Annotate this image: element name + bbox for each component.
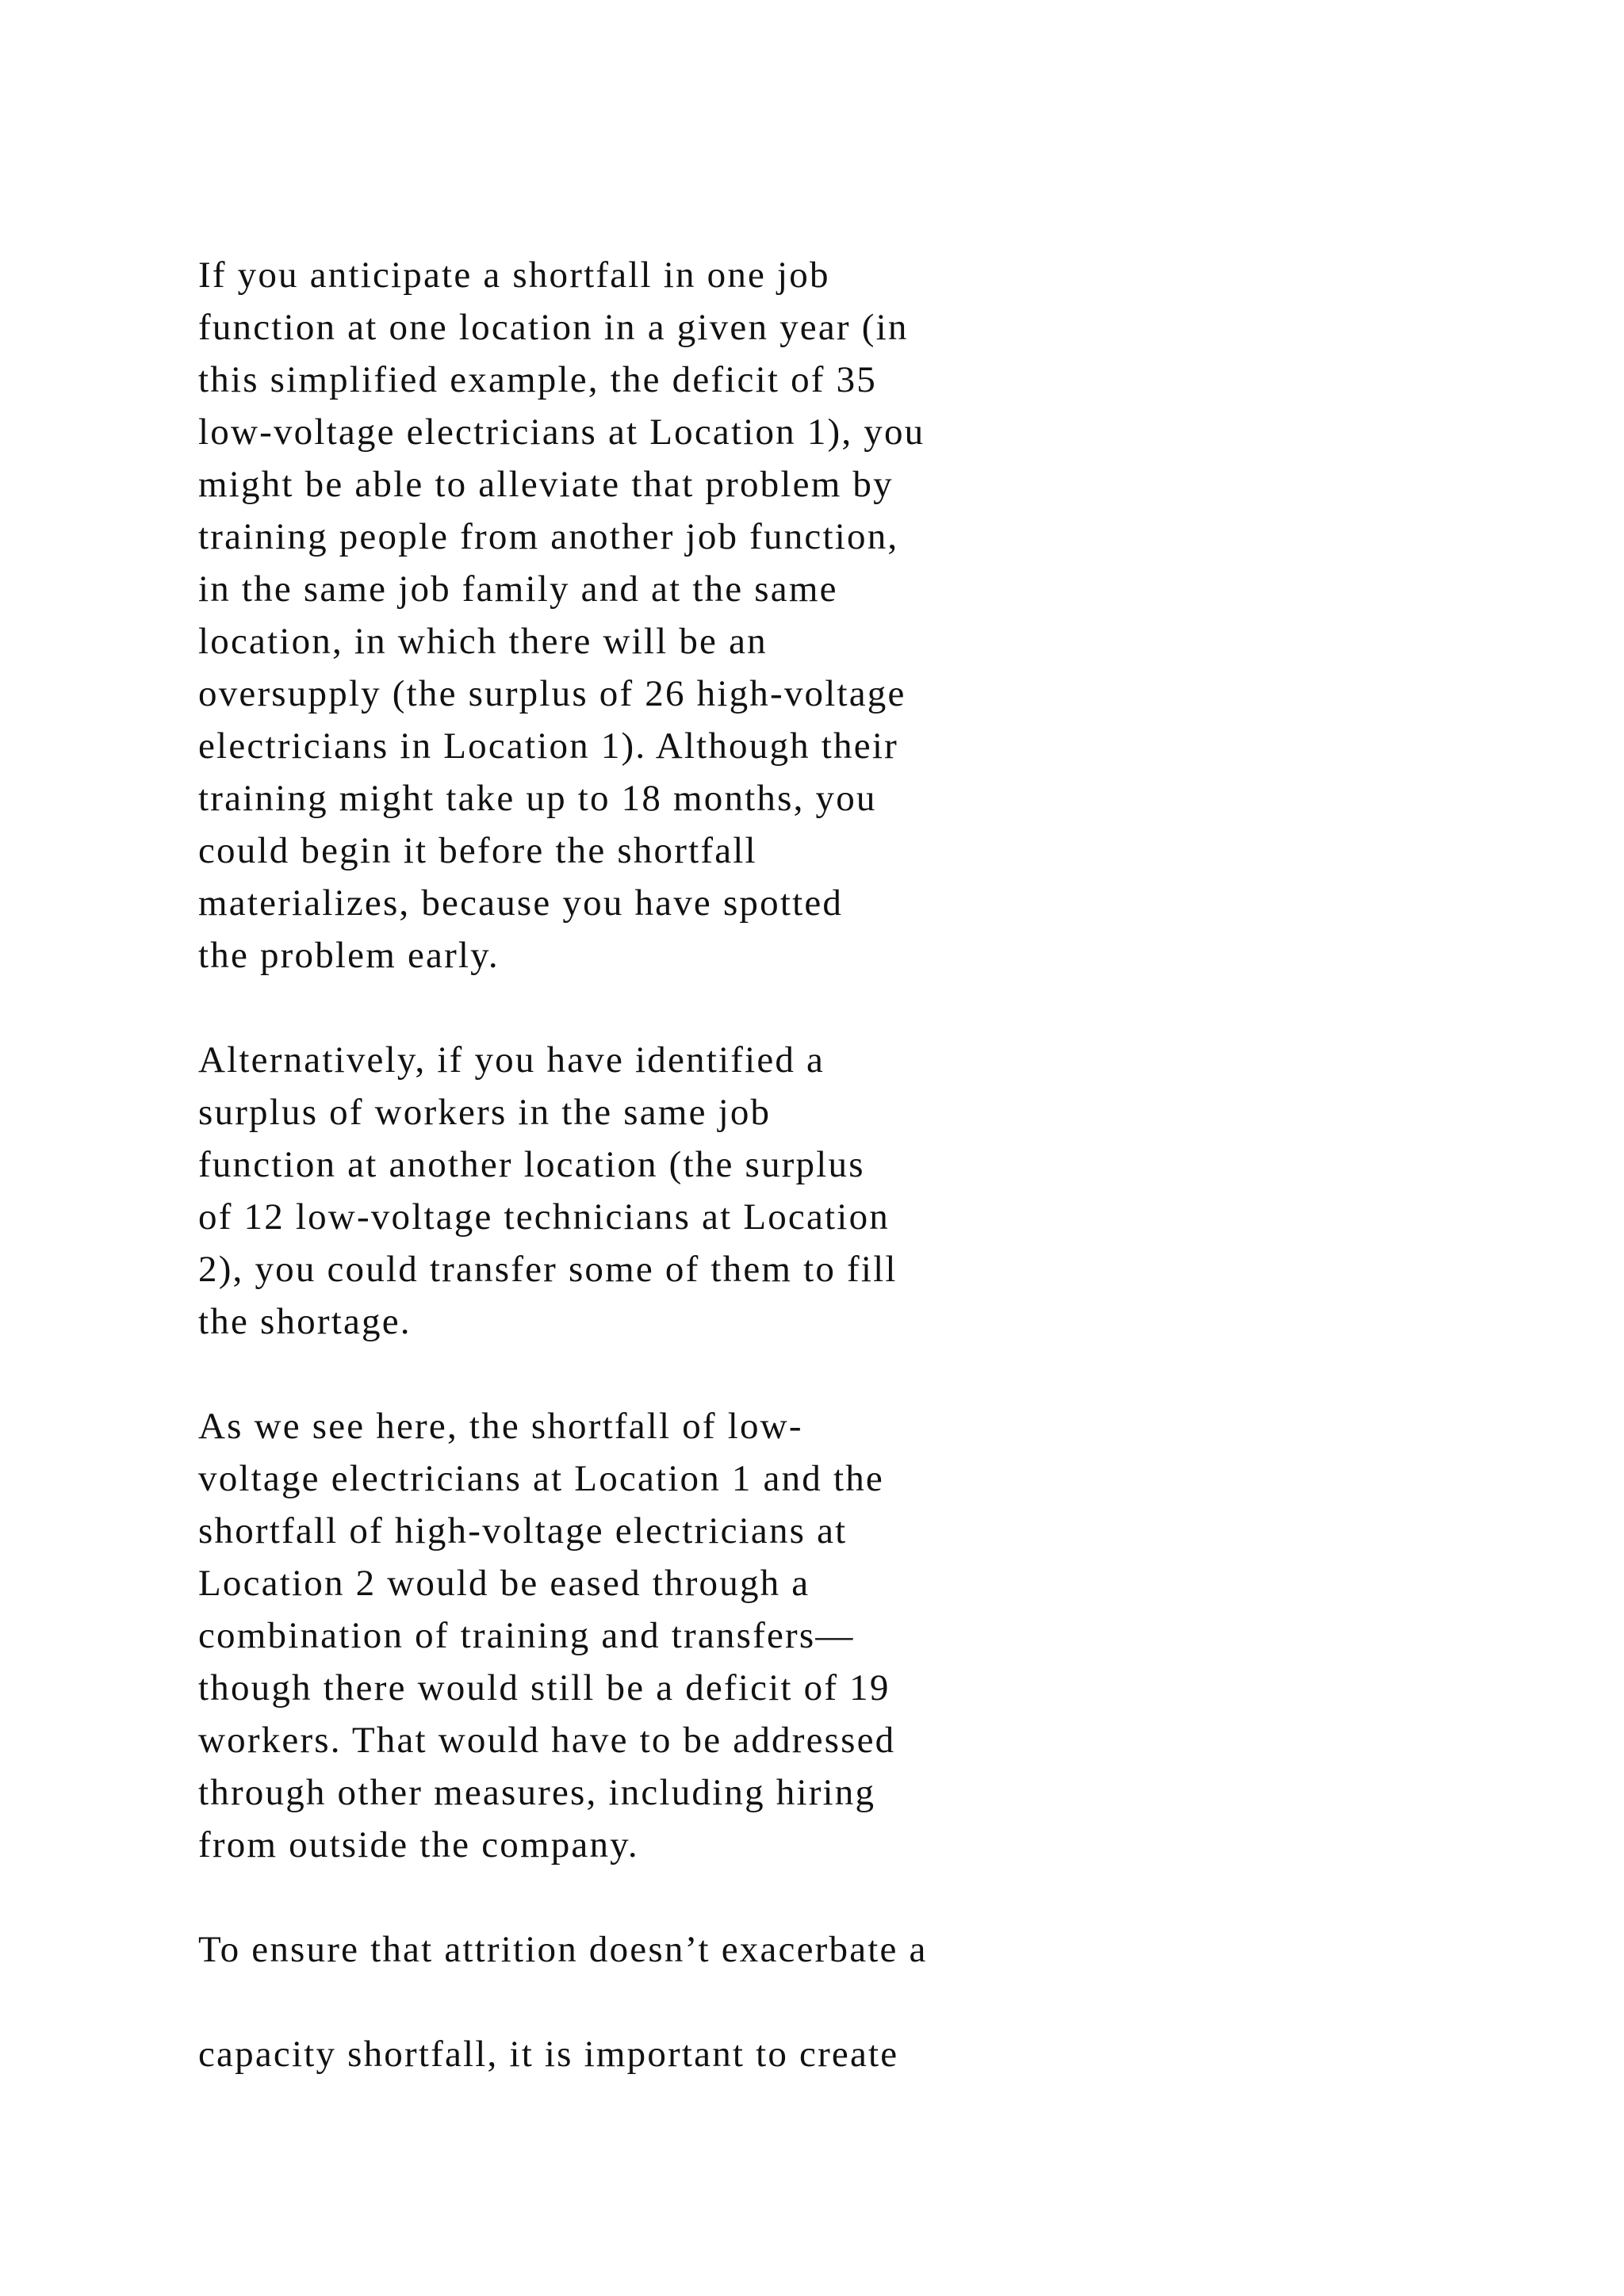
paragraph-4 [198, 1923, 1388, 1976]
text-line: workers. That would have to be addressed [198, 1720, 896, 1761]
paragraph-spacer [198, 982, 1388, 1034]
text-line: combination of training and transfers— [198, 1615, 855, 1656]
text-line: electricians in Location 1). Although their [198, 725, 898, 767]
body-text [198, 249, 1388, 2080]
text-line: As we see here, the shortfall of low- [198, 1406, 803, 1447]
text-line: voltage electricians at Location 1 and the [198, 1458, 884, 1499]
paragraph-5 [198, 2028, 1388, 2080]
text-line: location, in which there will be an [198, 621, 768, 662]
text-line: shortfall of high-voltage electricians at [198, 1510, 848, 1552]
text-line: capacity shortfall, it is important to create [198, 2034, 899, 2075]
paragraph-spacer [198, 1871, 1388, 1923]
text-line: function at one location in a given year (in [198, 307, 909, 348]
paragraph-spacer [198, 1976, 1388, 2028]
text-line: To ensure that attrition doesn’t exacerbate a [198, 1929, 928, 1970]
text-line: Alternatively, if you have identified a [198, 1039, 825, 1081]
text-line: training people from another job function, [198, 516, 899, 557]
paragraph-3 [198, 1400, 1388, 1871]
text-line: through other measures, including hiring [198, 1772, 876, 1813]
text-line: materializes, because you have spotted [198, 882, 844, 924]
text-line: this simplified example, the deficit of 35 [198, 359, 877, 400]
paragraph-2 [198, 1034, 1388, 1348]
text-line: 2), you could transfer some of them to fill [198, 1249, 898, 1290]
text-line: might be able to alleviate that problem by [198, 464, 894, 505]
paragraph-spacer [198, 1348, 1388, 1400]
text-line: training might take up to 18 months, you [198, 778, 877, 819]
text-line: of 12 low-voltage technicians at Location [198, 1196, 890, 1238]
text-line: oversupply (the surplus of 26 high-voltage [198, 673, 906, 714]
text-line: in the same job family and at the same [198, 568, 838, 610]
text-line: Location 2 would be eased through a [198, 1563, 810, 1604]
text-line: surplus of workers in the same job [198, 1092, 772, 1133]
text-line: the shortage. [198, 1301, 412, 1342]
text-line: could begin it before the shortfall [198, 830, 757, 871]
text-line: low-voltage electricians at Location 1), you [198, 411, 925, 453]
paragraph-1 [198, 249, 1388, 982]
text-line: from outside the company. [198, 1824, 639, 1866]
text-line: If you anticipate a shortfall in one job [198, 254, 830, 296]
text-line: though there would still be a deficit of 19 [198, 1667, 891, 1709]
text-line: the problem early. [198, 935, 500, 976]
text-line: function at another location (the surplus [198, 1144, 865, 1185]
